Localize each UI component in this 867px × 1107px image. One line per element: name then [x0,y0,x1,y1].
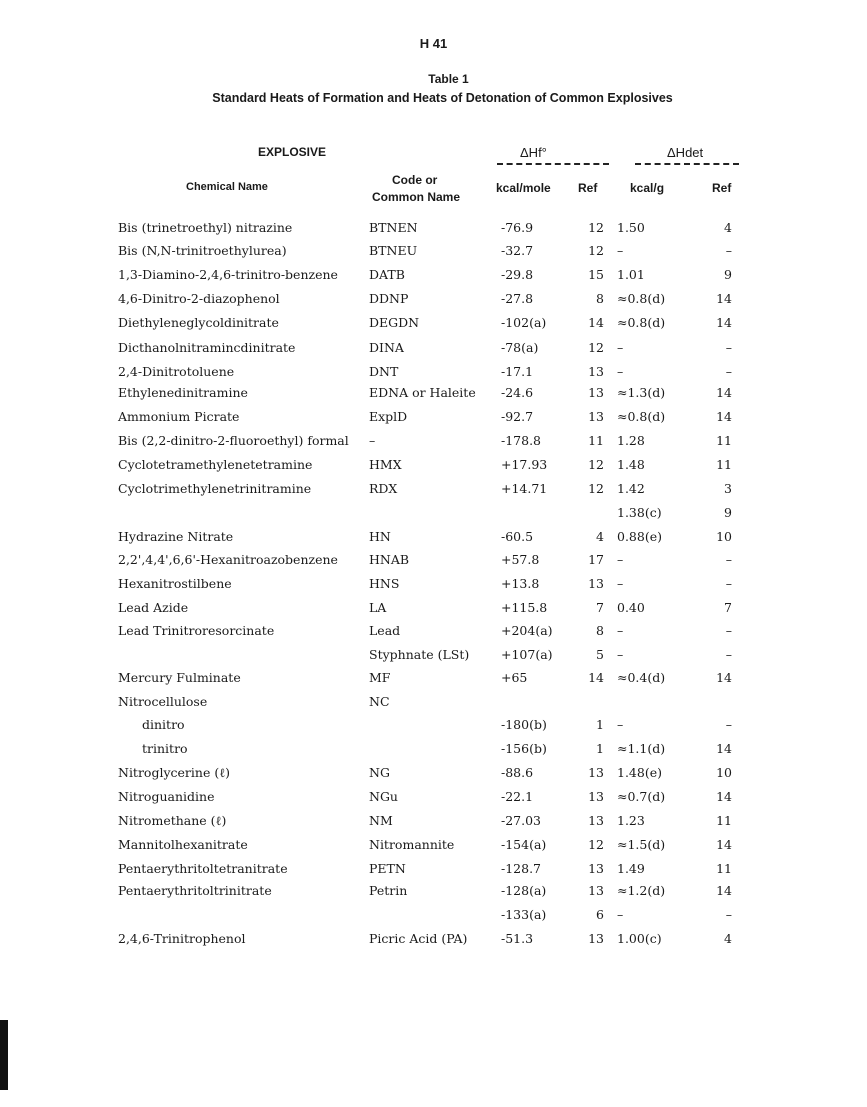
heat-of-detonation-cell: 1.28 [617,433,645,448]
chemical-name-cell: dinitro [142,717,185,732]
detonation-ref-cell: 14 [716,385,732,400]
heat-of-formation-cell: -51.3 [501,931,534,946]
heat-of-detonation-cell: ≈1.1(d) [617,741,666,756]
formation-ref-cell: 13 [588,789,604,804]
chemical-name-cell: Pentaerythritoltrinitrate [118,883,272,898]
code-cell: HNAB [369,552,410,567]
detonation-ref-cell: – [725,647,732,662]
chemical-name-cell: Lead Trinitroresorcinate [118,623,275,638]
heat-of-formation-cell: -32.7 [501,243,534,258]
heat-of-detonation-cell: – [617,243,624,258]
heat-of-detonation-cell: ≈0.8(d) [617,409,666,424]
heat-of-formation-cell: -76.9 [501,220,534,235]
code-cell: DDNP [369,291,409,306]
chemical-name-cell: Bis (trinetroethyl) nitrazine [118,220,293,235]
formation-ref-cell: 7 [596,600,604,615]
table-row [0,576,867,600]
chemical-name-cell: Nitromethane (ℓ) [118,813,227,828]
heat-of-detonation-cell: ≈0.4(d) [617,670,666,685]
table-row [0,600,867,624]
code-cell: BTNEN [369,220,418,235]
detonation-ref-cell: – [725,364,732,379]
table-row [0,789,867,813]
chemical-name-cell: Ethylenedinitramine [118,385,248,400]
heat-of-formation-cell: -102(a) [501,315,547,330]
formation-ref-cell: 1 [596,741,604,756]
detonation-ref-cell: 10 [716,765,732,780]
heat-of-formation-cell: +204(a) [501,623,553,638]
table-row [0,529,867,553]
heat-of-formation-cell: -128.7 [501,861,542,876]
table-row [0,220,867,244]
heat-of-detonation-cell: – [617,907,624,922]
chemical-name-cell: 2,4,6-Trinitrophenol [118,931,246,946]
detonation-ref-cell: – [725,623,732,638]
header-delta-hf: ΔHf° [520,145,547,160]
heat-of-formation-cell: +17.93 [501,457,548,472]
detonation-ref-cell: – [725,552,732,567]
code-cell: Picric Acid (PA) [369,931,468,946]
detonation-ref-cell: 14 [716,315,732,330]
detonation-ref-cell: 14 [716,789,732,804]
code-cell: Petrin [369,883,408,898]
code-cell: NM [369,813,393,828]
chemical-name-cell: Mercury Fulminate [118,670,241,685]
formation-ref-cell: 12 [588,481,604,496]
header-delta-hdet: ΔHdet [667,145,704,160]
code-cell: Nitromannite [369,837,455,852]
formation-ref-cell: 13 [588,883,604,898]
heat-of-formation-cell: -154(a) [501,837,547,852]
code-cell: DINA [369,340,404,355]
table-row [0,670,867,694]
detonation-ref-cell: 4 [724,931,732,946]
heat-of-formation-cell: +65 [501,670,528,685]
detonation-ref-cell: 9 [724,505,732,520]
formation-ref-cell: 12 [588,220,604,235]
heat-of-detonation-cell: ≈1.3(d) [617,385,666,400]
header-code-line2: Common Name [372,190,461,204]
formation-ref-cell: 1 [596,717,604,732]
detonation-ref-cell: 9 [724,267,732,282]
detonation-ref-cell: 3 [724,481,732,496]
table-row [0,340,867,364]
chemical-name-cell: 2,4-Dinitrotoluene [118,364,235,379]
header-code-line1: Code or [392,173,438,187]
code-cell: HMX [369,457,402,472]
page-number: H 41 [419,36,448,51]
chemical-name-cell: Nitroglycerine (ℓ) [118,765,231,780]
formation-ref-cell: 12 [588,340,604,355]
heat-of-detonation-cell: – [617,576,624,591]
formation-ref-cell: 13 [588,813,604,828]
heat-of-formation-cell: -133(a) [501,907,547,922]
table-row [0,741,867,765]
formation-ref-cell: 13 [588,364,604,379]
heat-of-formation-cell: +115.8 [501,600,548,615]
heat-of-detonation-cell: 1.50 [617,220,645,235]
chemical-name-cell: Bis (2,2-dinitro-2-fluoroethyl) formal [118,433,349,448]
heat-of-formation-cell: -180(b) [501,717,547,732]
heat-of-detonation-cell: – [617,623,624,638]
chemical-name-cell: Hexanitrostilbene [118,576,232,591]
code-cell: EDNA or Haleite [369,385,476,400]
heat-of-formation-cell: -17.1 [501,364,534,379]
formation-ref-cell: 12 [588,837,604,852]
code-cell: DNT [369,364,399,379]
code-cell: HNS [369,576,400,591]
header-ref-det: Ref [712,181,732,195]
table-row [0,861,867,885]
table-row [0,433,867,457]
table-row [0,267,867,291]
heat-of-formation-cell: -78(a) [501,340,539,355]
heat-of-detonation-cell: 1.42 [617,481,645,496]
code-cell: HN [369,529,391,544]
heat-of-detonation-cell: ≈1.2(d) [617,883,666,898]
formation-ref-cell: 14 [588,315,604,330]
code-cell: MF [369,670,391,685]
table-row [0,552,867,576]
table-row [0,837,867,861]
heat-of-detonation-cell: 1.01 [617,267,645,282]
chemical-name-cell: 2,2',4,4',6,6'-Hexanitroazobenzene [118,552,338,567]
table-title: Standard Heats of Formation and Heats of Detonation of Common Explosives [212,91,673,105]
formation-ref-cell: 14 [588,670,604,685]
header-underline-hdet [635,163,739,165]
header-kcal-g: kcal/g [630,181,665,195]
code-cell: NC [369,694,390,709]
table-row [0,813,867,837]
formation-ref-cell: 5 [596,647,604,662]
formation-ref-cell: 13 [588,931,604,946]
heat-of-formation-cell: -22.1 [501,789,534,804]
formation-ref-cell: 15 [588,267,604,282]
code-cell: RDX [369,481,398,496]
detonation-ref-cell: 11 [716,457,732,472]
heat-of-formation-cell: +13.8 [501,576,540,591]
formation-ref-cell: 4 [596,529,604,544]
code-cell: LA [369,600,387,615]
detonation-ref-cell: 14 [716,741,732,756]
chemical-name-cell: Pentaerythritoltetranitrate [118,861,288,876]
detonation-ref-cell: – [725,576,732,591]
chemical-name-cell: Mannitolhexanitrate [118,837,248,852]
table-row [0,883,867,907]
code-cell: ExplD [369,409,408,424]
table-row [0,931,867,955]
table-row [0,765,867,789]
chemical-name-cell: 1,3-Diamino-2,4,6-trinitro-benzene [118,267,338,282]
header-underline-hf [497,163,609,165]
heat-of-detonation-cell: ≈0.8(d) [617,315,666,330]
code-cell: NGu [369,789,398,804]
formation-ref-cell: 8 [596,623,604,638]
heat-of-formation-cell: -156(b) [501,741,547,756]
heat-of-detonation-cell: 0.88(e) [617,529,662,544]
detonation-ref-cell: – [725,907,732,922]
heat-of-formation-cell: +107(a) [501,647,553,662]
formation-ref-cell: 13 [588,765,604,780]
detonation-ref-cell: 4 [724,220,732,235]
table-row [0,647,867,671]
heat-of-detonation-cell: – [617,647,624,662]
chemical-name-cell: Diethyleneglycoldinitrate [118,315,279,330]
heat-of-detonation-cell: 1.48 [617,457,645,472]
detonation-ref-cell: 14 [716,837,732,852]
heat-of-formation-cell: +57.8 [501,552,540,567]
chemical-name-cell: Lead Azide [118,600,189,615]
table-row [0,694,867,718]
chemical-name-cell: Dicthanolnitramincdinitrate [118,340,296,355]
heat-of-detonation-cell: – [617,364,624,379]
heat-of-detonation-cell: ≈0.8(d) [617,291,666,306]
table-row [0,623,867,647]
scan-margin-bar [0,1020,8,1090]
code-cell: NG [369,765,390,780]
detonation-ref-cell: 14 [716,883,732,898]
heat-of-detonation-cell: 1.49 [617,861,645,876]
chemical-name-cell: Cyclotrimethylenetrinitramine [118,481,312,496]
table-row [0,457,867,481]
heat-of-formation-cell: -128(a) [501,883,547,898]
heat-of-formation-cell: -60.5 [501,529,534,544]
code-cell: PETN [369,861,406,876]
detonation-ref-cell: – [725,717,732,732]
chemical-name-cell: Hydrazine Nitrate [118,529,234,544]
formation-ref-cell: 13 [588,409,604,424]
detonation-ref-cell: 11 [716,861,732,876]
formation-ref-cell: 8 [596,291,604,306]
heat-of-formation-cell: -29.8 [501,267,534,282]
detonation-ref-cell: – [725,243,732,258]
table-row [0,481,867,505]
detonation-ref-cell: 7 [724,600,732,615]
header-ref: Ref [578,181,598,195]
formation-ref-cell: 12 [588,243,604,258]
heat-of-detonation-cell: ≈0.7(d) [617,789,666,804]
code-cell: Styphnate (LSt) [369,647,470,662]
heat-of-detonation-cell: – [617,717,624,732]
table-row [0,907,867,931]
table-label: Table 1 [428,72,469,86]
detonation-ref-cell: 11 [716,813,732,828]
detonation-ref-cell: 11 [716,433,732,448]
table-row [0,505,867,529]
chemical-name-cell: trinitro [142,741,188,756]
chemical-name-cell: Nitrocellulose [118,694,208,709]
formation-ref-cell: 17 [588,552,604,567]
heat-of-formation-cell: -27.8 [501,291,534,306]
table-row [0,315,867,339]
heat-of-detonation-cell: – [617,340,624,355]
formation-ref-cell: 13 [588,385,604,400]
table-row [0,291,867,315]
table-row [0,243,867,267]
code-cell: – [369,433,376,448]
formation-ref-cell: 11 [588,433,604,448]
code-cell: Lead [369,623,401,638]
heat-of-formation-cell: -88.6 [501,765,534,780]
header-kcal-mole: kcal/mole [496,181,551,195]
detonation-ref-cell: 10 [716,529,732,544]
header-chemical-name: Chemical Name [186,181,268,193]
detonation-ref-cell: 14 [716,670,732,685]
heat-of-formation-cell: -27.03 [501,813,542,828]
chemical-name-cell: Cyclotetramethylenetetramine [118,457,313,472]
formation-ref-cell: 6 [596,907,604,922]
code-cell: DEGDN [369,315,420,330]
chemical-name-cell: Nitroguanidine [118,789,215,804]
code-cell: DATB [369,267,405,282]
heat-of-detonation-cell: 0.40 [617,600,645,615]
table-row [0,409,867,433]
chemical-name-cell: 4,6-Dinitro-2-diazophenol [118,291,280,306]
heat-of-formation-cell: -24.6 [501,385,534,400]
heat-of-detonation-cell: 1.38(c) [617,505,662,520]
header-explosive: EXPLOSIVE [258,145,327,159]
detonation-ref-cell: – [725,340,732,355]
heat-of-detonation-cell: 1.23 [617,813,645,828]
heat-of-formation-cell: -92.7 [501,409,534,424]
chemical-name-cell: Ammonium Picrate [118,409,240,424]
formation-ref-cell: 12 [588,457,604,472]
heat-of-detonation-cell: 1.00(c) [617,931,662,946]
detonation-ref-cell: 14 [716,291,732,306]
formation-ref-cell: 13 [588,861,604,876]
table-row [0,717,867,741]
chemical-name-cell: Bis (N,N-trinitroethylurea) [118,243,287,258]
heat-of-detonation-cell: ≈1.5(d) [617,837,666,852]
code-cell: BTNEU [369,243,418,258]
formation-ref-cell: 13 [588,576,604,591]
heat-of-detonation-cell: 1.48(e) [617,765,662,780]
heat-of-formation-cell: -178.8 [501,433,542,448]
detonation-ref-cell: 14 [716,409,732,424]
table-row [0,385,867,409]
heat-of-formation-cell: +14.71 [501,481,548,496]
heat-of-detonation-cell: – [617,552,624,567]
